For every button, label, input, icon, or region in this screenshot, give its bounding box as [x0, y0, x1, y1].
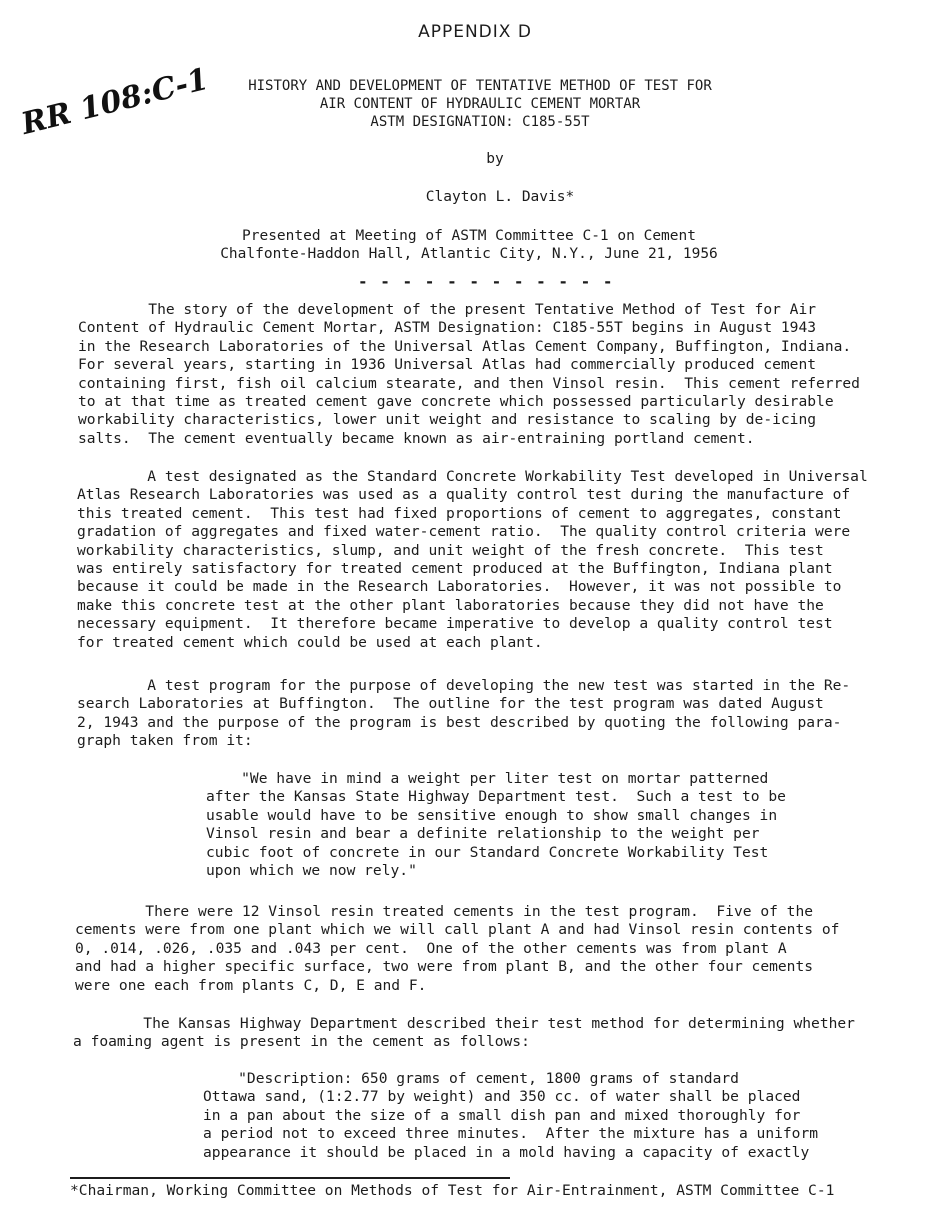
- handwritten-note: RR 108:C-1: [18, 61, 213, 142]
- quote-line: Vinsol resin and bear a definite relationship to the weight per: [206, 825, 760, 843]
- meeting-line: Presented at Meeting of ASTM Committee C-1 on Cement: [242, 228, 696, 244]
- by-line: by: [486, 151, 504, 167]
- paragraph-line: graph taken from it:: [77, 732, 253, 750]
- paragraph-line: containing first, fish oil calcium stearate, and then Vinsol resin. This cement referred: [78, 374, 860, 392]
- paragraph-line: workability characteristics, slump, and unit weight of the fresh concrete. This test: [77, 541, 824, 559]
- paragraph-line: The Kansas Highway Department described their test method for determining whether: [73, 1015, 855, 1032]
- body-paragraph: [75, 903, 839, 995]
- quote-line: after the Kansas State Highway Department test. Such a test to be: [206, 788, 786, 806]
- meeting-line: Chalfonte-Haddon Hall, Atlantic City, N.Y., June 21, 1956: [220, 246, 718, 262]
- paragraph-line: for treated cement which could be used at each plant.: [77, 633, 543, 651]
- footnote: *Chairman, Working Committee on Methods of Test for Air-Entrainment, ASTM Committee C-1: [70, 1182, 835, 1199]
- paragraph-line: cements were from one plant which we will call plant A and had Vinsol resin contents of: [75, 921, 840, 939]
- paragraph-line: A test program for the purpose of developing the new test was started in the Re-: [77, 677, 851, 694]
- body-paragraph: [73, 1015, 855, 1052]
- quote-line: upon which we now rely.": [206, 862, 417, 880]
- paragraph-line: make this concrete test at the other plant laboratories because they did not have the: [77, 596, 824, 614]
- separator-dashes: - - - - - - - - - - - -: [358, 272, 615, 291]
- block-quote: [203, 1070, 818, 1162]
- author-name: Clayton L. Davis*: [425, 189, 575, 205]
- paragraph-line: The story of the development of the present Tentative Method of Test for Air: [78, 301, 817, 318]
- body-paragraph: [77, 677, 850, 751]
- paragraph-line: a foaming agent is present in the cement as follows:: [73, 1033, 530, 1051]
- footnote-rule: [70, 1177, 510, 1179]
- paragraph-line: this treated cement. This test had fixed proportions of cement to aggregates, constant: [77, 504, 842, 522]
- paragraph-line: 0, .014, .026, .035 and .043 per cent. One of the other cements was from plant A: [75, 939, 787, 957]
- meeting-info: [0, 227, 938, 263]
- quote-line: Ottawa sand, (1:2.77 by weight) and 350 cc. of water shall be placed: [203, 1088, 801, 1106]
- block-quote: [206, 770, 786, 880]
- quote-line: in a pan about the size of a small dish pan and mixed thoroughly for: [203, 1106, 801, 1124]
- quote-line: a period not to exceed three minutes. After the mixture has a uniform: [203, 1125, 819, 1143]
- quote-line: "Description: 650 grams of cement, 1800 grams of standard: [203, 1070, 739, 1087]
- paragraph-line: A test designated as the Standard Concrete Workability Test developed in Universal: [77, 468, 868, 485]
- paragraph-line: There were 12 Vinsol resin treated cements in the test program. Five of the: [75, 903, 814, 920]
- quote-line: usable would have to be sensitive enough to show small changes in: [206, 806, 778, 824]
- paragraph-line: gradation of aggregates and fixed water-cement ratio. The quality control criteria were: [77, 523, 851, 541]
- paragraph-line: workability characteristics, lower unit weight and resistance to scaling by de-icing: [78, 411, 817, 429]
- quote-line: "We have in mind a weight per liter test on mortar patterned: [206, 770, 769, 787]
- paragraph-line: Atlas Research Laboratories was used as a quality control test during the manufacture of: [77, 486, 851, 504]
- paragraph-line: was entirely satisfactory for treated cement produced at the Buffington, Indiana plant: [77, 560, 833, 578]
- paragraph-line: were one each from plants C, D, E and F.: [75, 976, 427, 994]
- paragraph-line: For several years, starting in 1936 Universal Atlas had commercially produced cement: [78, 356, 817, 374]
- quote-line: appearance it should be placed in a mold having a capacity of exactly: [203, 1143, 810, 1161]
- paragraph-line: and had a higher specific surface, two were from plant B, and the other four cements: [75, 958, 814, 976]
- paragraph-line: necessary equipment. It therefore became imperative to develop a quality control test: [77, 615, 833, 633]
- paragraph-line: 2, 1943 and the purpose of the program is best described by quoting the following para-: [77, 713, 842, 731]
- title-line: ASTM DESIGNATION: C185-55T: [370, 114, 590, 130]
- title-line: AIR CONTENT OF HYDRAULIC CEMENT MORTAR: [319, 96, 641, 112]
- paragraph-line: Content of Hydraulic Cement Mortar, ASTM Designation: C185-55T begins in August 1943: [78, 319, 817, 337]
- paragraph-line: because it could be made in the Research Laboratories. However, it was not possible to: [77, 578, 842, 596]
- appendix-heading: APPENDIX D: [418, 22, 532, 42]
- body-paragraph: [78, 301, 860, 448]
- paragraph-line: in the Research Laboratories of the Universal Atlas Cement Company, Buffington, Indiana.: [78, 337, 852, 355]
- paragraph-line: to at that time as treated cement gave concrete which possessed particularly desirable: [78, 393, 834, 411]
- body-paragraph: [77, 468, 868, 652]
- title-line: HISTORY AND DEVELOPMENT OF TENTATIVE METHOD OF TEST FOR: [248, 78, 712, 94]
- quote-line: cubic foot of concrete in our Standard Concrete Workability Test: [206, 843, 769, 861]
- document-title: [0, 77, 950, 131]
- paragraph-line: salts. The cement eventually became known as air-entraining portland cement.: [78, 429, 755, 447]
- paragraph-line: search Laboratories at Buffington. The outline for the test program was dated August: [77, 695, 824, 713]
